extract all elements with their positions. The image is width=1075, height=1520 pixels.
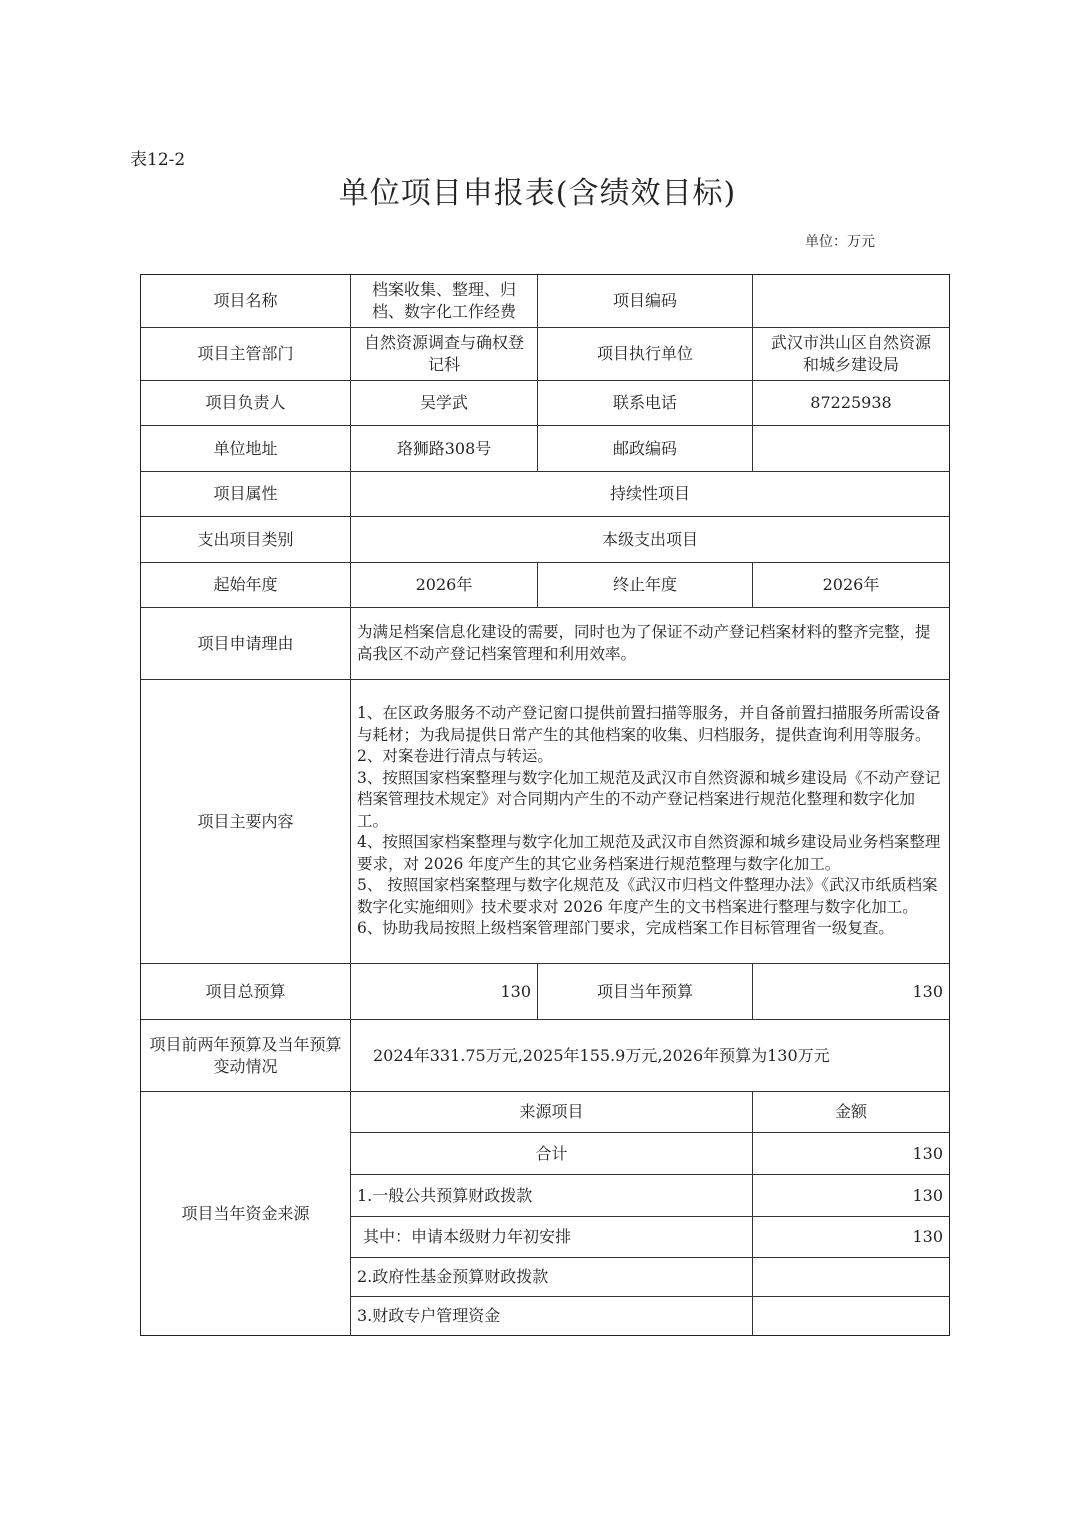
project-name-label: 项目名称 bbox=[140, 274, 351, 328]
total-budget-label: 项目总预算 bbox=[140, 963, 351, 1020]
project-name-value: 档案收集、整理、归档、数字化工作经费 bbox=[350, 274, 538, 328]
funding-row-source: 2.政府性基金预算财政拨款 bbox=[350, 1257, 753, 1297]
end-year-value: 2026年 bbox=[752, 562, 950, 608]
table-code: 表12-2 bbox=[130, 150, 186, 170]
attribute-label: 项目属性 bbox=[140, 471, 351, 517]
exec-unit-label: 项目执行单位 bbox=[537, 327, 753, 381]
funding-row-source: 合计 bbox=[350, 1132, 753, 1175]
start-year-value: 2026年 bbox=[350, 562, 538, 608]
funding-row-amount: 130 bbox=[752, 1174, 950, 1217]
reason-value: 为满足档案信息化建设的需要，同时也为了保证不动产登记档案材料的整齐完整，提高我区不动产登记档案管理和利用效率。 bbox=[350, 607, 950, 680]
content-item: 6、协助我局按照上级档案管理部门要求，完成档案工作目标管理省一级复查。 bbox=[357, 919, 894, 938]
content-list bbox=[350, 679, 950, 964]
phone-value: 87225938 bbox=[752, 380, 950, 426]
content-item: 3、按照国家档案整理与数字化加工规范及武汉市自然资源和城乡建设局《不动产登记档案管理技术规定》对合同期内产生的不动产登记档案进行规范化整理和数字化加工。 bbox=[357, 768, 941, 830]
dept-value: 自然资源调查与确权登记科 bbox=[350, 327, 538, 381]
postcode-label: 邮政编码 bbox=[537, 425, 753, 472]
total-budget-value: 130 bbox=[350, 963, 538, 1020]
category-label: 支出项目类别 bbox=[140, 516, 351, 563]
funding-row-source: 其中：申请本级财力年初安排 bbox=[350, 1216, 753, 1258]
phone-label: 联系电话 bbox=[537, 380, 753, 426]
page-title: 单位项目申报表(含绩效目标) bbox=[338, 176, 737, 211]
leader-value: 吴学武 bbox=[350, 380, 538, 426]
content-item: 5、 按照国家档案整理与数字化规范及《武汉市归档文件整理办法》《武汉市纸质档案数字化实施细则》技术要求对 2026 年度产生的文书档案进行整理与数字化加工。 bbox=[357, 876, 938, 916]
project-code-value bbox=[752, 274, 950, 328]
end-year-label: 终止年度 bbox=[537, 562, 753, 608]
funding-label: 项目当年资金来源 bbox=[140, 1091, 351, 1336]
content-item: 4、按照国家档案整理与数字化加工规范及武汉市自然资源和城乡建设局业务档案整理要求，对 2026 年度产生的其它业务档案进行规范整理与数字化加工。 bbox=[357, 833, 941, 873]
category-value: 本级支出项目 bbox=[350, 516, 950, 563]
year-budget-value: 130 bbox=[752, 963, 950, 1020]
change-label: 项目前两年预算及当年预算变动情况 bbox=[140, 1019, 351, 1092]
reason-label: 项目申请理由 bbox=[140, 607, 351, 680]
address-label: 单位地址 bbox=[140, 425, 351, 472]
leader-label: 项目负责人 bbox=[140, 380, 351, 426]
funding-row-source: 3.财政专户管理资金 bbox=[350, 1296, 753, 1336]
dept-label: 项目主管部门 bbox=[140, 327, 351, 381]
change-value: 2024年331.75万元,2025年155.9万元,2026年预算为130万元 bbox=[350, 1019, 950, 1092]
address-value: 珞狮路308号 bbox=[350, 425, 538, 472]
funding-row-source: 1.一般公共预算财政拨款 bbox=[350, 1174, 753, 1217]
content-item: 2、对案卷进行清点与转运。 bbox=[357, 747, 553, 766]
funding-header-source: 来源项目 bbox=[350, 1091, 753, 1133]
funding-row-amount: 130 bbox=[752, 1132, 950, 1175]
content-label: 项目主要内容 bbox=[140, 679, 351, 964]
attribute-value: 持续性项目 bbox=[350, 471, 950, 517]
unit-label: 单位：万元 bbox=[805, 234, 875, 250]
funding-row-amount bbox=[752, 1296, 950, 1336]
funding-row-amount: 130 bbox=[752, 1216, 950, 1258]
postcode-value bbox=[752, 425, 950, 472]
exec-unit-value: 武汉市洪山区自然资源和城乡建设局 bbox=[752, 327, 950, 381]
funding-header-amount: 金额 bbox=[752, 1091, 950, 1133]
start-year-label: 起始年度 bbox=[140, 562, 351, 608]
funding-row-amount bbox=[752, 1257, 950, 1297]
project-code-label: 项目编码 bbox=[537, 274, 753, 328]
year-budget-label: 项目当年预算 bbox=[537, 963, 753, 1020]
content-item: 1、在区政务服务不动产登记窗口提供前置扫描等服务，并自备前置扫描服务所需设备与耗材；为我局提供日常产生的其他档案的收集、归档服务，提供查询利用等服务。 bbox=[357, 704, 941, 744]
